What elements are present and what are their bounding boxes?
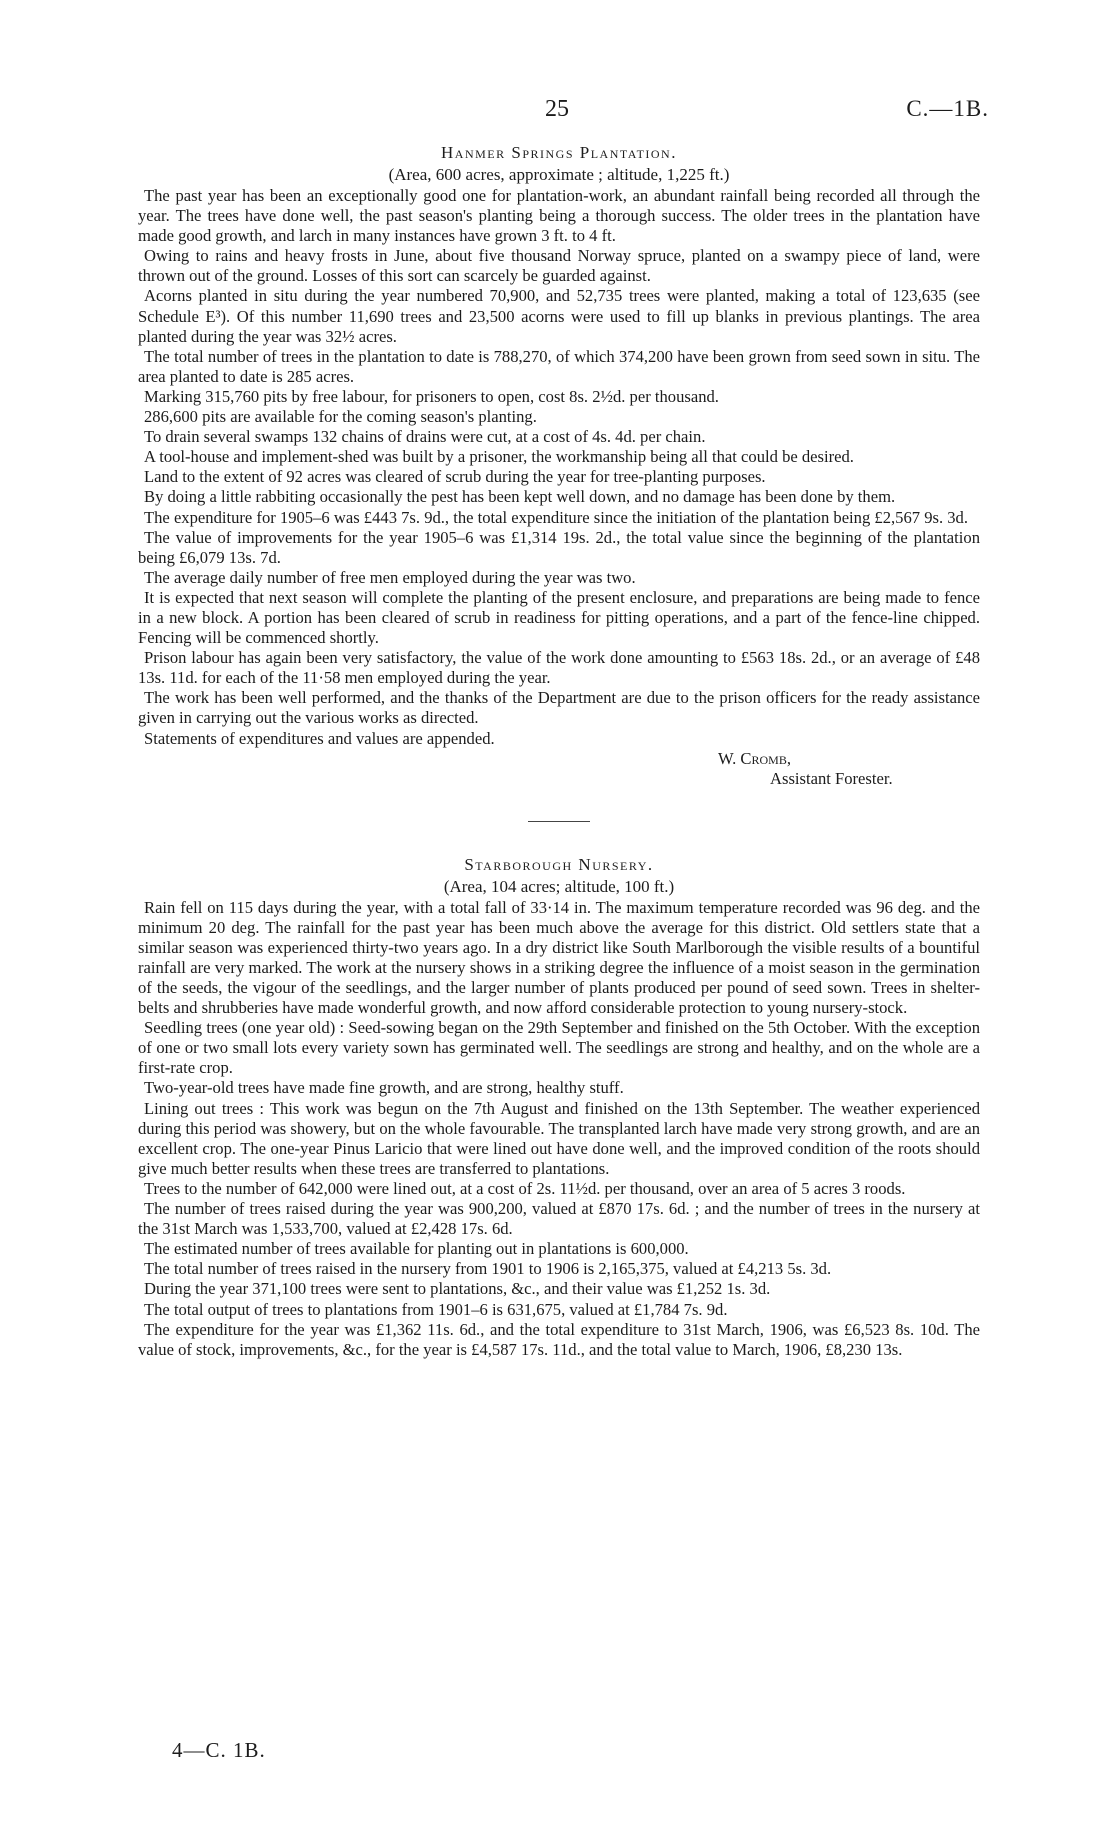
section-subtitle: (Area, 104 acres; altitude, 100 ft.) bbox=[443, 876, 675, 896]
section-subtitle: (Area, 600 acres, approximate ; altitude, 1,225 ft.) bbox=[388, 165, 730, 184]
paragraph: The number of trees raised during the year was 900,200, valued at £870 17s. 6d. ; and the number of trees in the nursery at the 31st March was 1,533,700, valued at £2,428 17s. 6d. bbox=[138, 1199, 980, 1239]
signature-name: W. Cromb, bbox=[718, 748, 791, 768]
paragraph: It is expected that next season will complete the planting of the present enclosure, and preparations are being made to fence in a new block. A portion has been cleared of scrub in readiness for pitting operations, and a part of the fence-line chipped. Fencing will be commenced shortly. bbox=[138, 587, 980, 648]
paragraph: The estimated number of trees available for planting out in plantations is 600,000. bbox=[144, 1239, 689, 1259]
section-title: Starborough Nursery. bbox=[464, 854, 654, 874]
paragraph: By doing a little rabbiting occasionally the pest has been kept well down, and no damage has been done by them. bbox=[144, 487, 896, 507]
signature-role: Assistant Forester. bbox=[770, 768, 893, 788]
paragraph: During the year 371,100 trees were sent to plantations, &c., and their value was £1,252 1s. 3d. bbox=[144, 1279, 771, 1299]
paragraph: 286,600 pits are available for the coming season's planting. bbox=[144, 407, 537, 427]
paragraph: Statements of expenditures and values are appended. bbox=[144, 728, 495, 748]
paragraph: The expenditure for the year was £1,362 11s. 6d., and the total expenditure to 31st March, 1906, was £6,523 8s. 10d. The value of stock, improvements, &c., for the year is £4,587 17s. 11d., and the total value to March, 1906, £8,230 13s. bbox=[138, 1319, 980, 1359]
paragraph: Prison labour has again been very satisfactory, the value of the work done amounting to £563 18s. 2d., or an average of £48 13s. 11d. for each of the 11·58 men employed during the year. bbox=[138, 648, 980, 688]
paragraph: The total number of trees in the plantation to date is 788,270, of which 374,200 have been grown from seed sown in situ. The area planted to date is 285 acres. bbox=[138, 346, 980, 386]
paragraph: The value of improvements for the year 1905–6 was £1,314 19s. 2d., the total value since the beginning of the plantation being £6,079 13s. 7d. bbox=[138, 527, 980, 567]
paragraph: Owing to rains and heavy frosts in June, about five thousand Norway spruce, planted on a swampy piece of land, were thrown out of the ground. Losses of this sort can scarcely be guarded against. bbox=[138, 246, 980, 286]
paragraph: The total number of trees raised in the nursery from 1901 to 1906 is 2,165,375, valued at £4,213 5s. 3d. bbox=[144, 1259, 832, 1279]
paragraph: Two-year-old trees have made fine growth, and are strong, healthy stuff. bbox=[144, 1078, 624, 1098]
paragraph: The total output of trees to plantations from 1901–6 is 631,675, valued at £1,784 7s. 9d. bbox=[144, 1299, 728, 1319]
paragraph: To drain several swamps 132 chains of drains were cut, at a cost of 4s. 4d. per chain. bbox=[144, 427, 706, 447]
paragraph: The work has been well performed, and the thanks of the Department are due to the prison officers for the ready assistance given in carrying out the various works as directed. bbox=[138, 688, 980, 728]
signature-block bbox=[718, 749, 980, 789]
paragraph: Rain fell on 115 days during the year, with a total fall of 33·14 in. The maximum temperature recorded was 96 deg. and the minimum 20 deg. The rainfall for the past year has been much above the average for this district. Old settlers state that a similar season was experienced thirty-two years ago. In a dry district like South Marlborough the visible results of a bountiful rainfall are very marked. The work at the nursery shows in a striking degree the influence of a moist season in the germination of the seeds, the vigour of the seedlings, and the larger number of plants produced per pound of seed sown. Trees in shelter-belts and shrubberies have made wonderful growth, and now afford considerable protection to young nursery-stock. bbox=[138, 897, 980, 1018]
paragraph: Seedling trees (one year old) : Seed-sowing began on the 29th September and finished on the 5th October. With the exception of one or two small lots every variety sown has germinated well. The seedlings are strong and healthy, and on the whole are a first-rate crop. bbox=[138, 1018, 980, 1078]
paragraph: The expenditure for 1905–6 was £443 7s. 9d., the total expenditure since the initiation of the plantation being £2,567 9s. 3d. bbox=[144, 507, 968, 527]
paragraph: Marking 315,760 pits by free labour, for prisoners to open, cost 8s. 2½d. per thousand. bbox=[144, 386, 719, 406]
starborough-nursery-section bbox=[138, 854, 980, 1360]
paragraph: A tool-house and implement-shed was built by a prisoner, the workmanship being all that could be desired. bbox=[144, 447, 854, 467]
hanmer-springs-section bbox=[138, 142, 980, 789]
section-divider bbox=[528, 821, 590, 822]
paragraph: Trees to the number of 642,000 were lined out, at a cost of 2s. 11½d. per thousand, over an area of 5 acres 3 roods. bbox=[144, 1178, 906, 1198]
document-reference: C.—1B. bbox=[906, 96, 989, 121]
printer-signature-mark: 4—C. 1B. bbox=[172, 1738, 266, 1762]
paragraph: Acorns planted in situ during the year numbered 70,900, and 52,735 trees were planted, making a total of 123,635 (see Schedule E³). Of this number 11,690 trees and 23,500 acorns were used to fill up blanks in previous plantings. The area planted during the year was 32½ acres. bbox=[138, 286, 980, 346]
paragraph: The past year has been an exceptionally good one for plantation-work, an abundant rainfall being recorded all through the year. The trees have done well, the past season's planting being a thorough success. The older trees in the plantation have made good growth, and larch in many instances have grown 3 ft. to 4 ft. bbox=[138, 186, 980, 246]
page-number: 25 bbox=[545, 96, 569, 122]
section-title: Hanmer Springs Plantation. bbox=[441, 143, 677, 162]
page-body bbox=[138, 142, 980, 1360]
paragraph: Lining out trees : This work was begun on the 7th August and finished on the 13th September. The weather experienced during this period was showery, but on the whole favourable. The transplanted larch have made very strong growth, and are an excellent crop. The one-year Pinus Laricio that were lined out have done well, and the improved condition of the roots should give much better results when these trees are transferred to plantations. bbox=[138, 1098, 980, 1178]
paragraph: The average daily number of free men employed during the year was two. bbox=[144, 567, 636, 587]
page-header bbox=[0, 96, 1114, 126]
paragraph: Land to the extent of 92 acres was cleared of scrub during the year for tree-planting purposes. bbox=[144, 467, 766, 487]
